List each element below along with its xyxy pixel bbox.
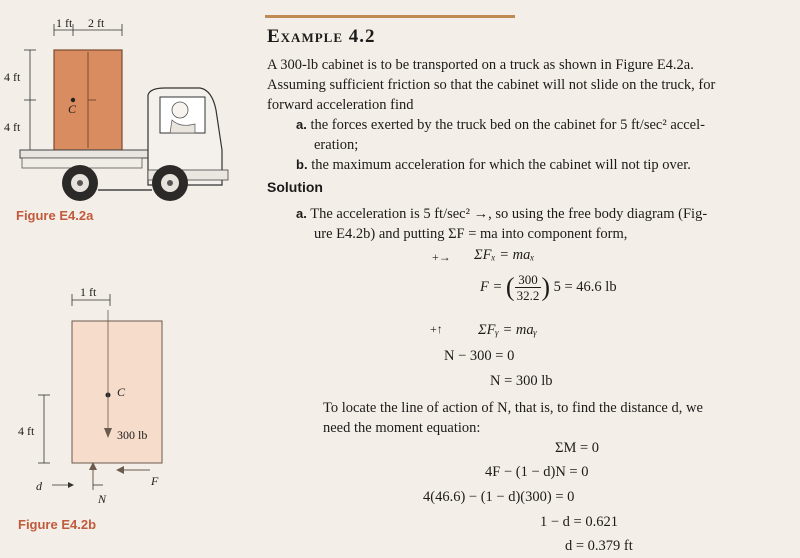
truck-illustration bbox=[0, 0, 260, 215]
fbd-label-c: C bbox=[117, 385, 126, 399]
item-a-marker: a. bbox=[296, 117, 307, 132]
fbd-label-d: d bbox=[36, 479, 42, 493]
intro-line: forward acceleration find bbox=[267, 97, 414, 113]
eq-m3: 4(46.6) − (1 − d)(300) = 0 bbox=[423, 489, 575, 505]
eq-m2: 4F − (1 − d)N = 0 bbox=[485, 464, 589, 480]
item-a bbox=[296, 115, 705, 155]
dim-4ft-bottom: 4 ft bbox=[4, 120, 21, 134]
fbd-label-f: F bbox=[151, 474, 159, 488]
eq-m5: d = 0.379 ft bbox=[565, 538, 633, 554]
eq-n1: N − 300 = 0 bbox=[444, 348, 515, 364]
fbd-dim-1ft: 1 ft bbox=[80, 285, 97, 299]
paren-open: ( bbox=[505, 272, 515, 302]
eq-fy: ΣFᵧ = maᵧ bbox=[478, 322, 537, 338]
sol-a-marker: a. bbox=[296, 206, 307, 221]
fbd-label-n: N bbox=[98, 492, 107, 506]
eq-f-lhs: F = bbox=[480, 278, 503, 295]
free-body-diagram bbox=[0, 280, 200, 510]
eq-f-den: 32.2 bbox=[516, 288, 540, 303]
example-title: Example 4.2 bbox=[267, 26, 376, 47]
eq-m1: ΣM = 0 bbox=[555, 440, 600, 456]
fbd-weight: 300 lb bbox=[117, 428, 148, 442]
eq-f-rhs: 5 = 46.6 lb bbox=[553, 278, 617, 295]
moment-text bbox=[323, 398, 703, 438]
moment-line: To locate the line of action of N, that is, to find the distance d, we bbox=[323, 400, 703, 416]
sign-x: +→ bbox=[432, 250, 451, 264]
eq-f bbox=[480, 272, 617, 303]
eq-n2: N = 300 lb bbox=[490, 373, 553, 389]
sign-y: +↑ bbox=[430, 322, 443, 336]
solution-a bbox=[296, 204, 707, 244]
sol-a-line: The acceleration is 5 ft/sec² →, so using the free body diagram (Fig- bbox=[310, 206, 708, 222]
item-a-line: the forces exerted by the truck bed on the cabinet for 5 ft/sec² accel- bbox=[310, 117, 705, 133]
eq-f-fraction bbox=[515, 272, 542, 303]
solution-heading: Solution bbox=[267, 179, 323, 195]
sol-a-line: ure E4.2b) and putting ΣF = ma into component form, bbox=[314, 226, 628, 242]
paren-close: ) bbox=[541, 272, 550, 302]
moment-line: need the moment equation: bbox=[323, 420, 481, 436]
dim-2ft: 2 ft bbox=[88, 16, 105, 30]
item-b-text: the maximum acceleration for which the cabinet will not tip over. bbox=[311, 157, 691, 173]
intro-line: Assuming sufficient friction so that the cabinet will not slide on the truck, for bbox=[267, 77, 716, 93]
dim-4ft-top: 4 ft bbox=[4, 70, 21, 84]
eq-fx: ΣFₓ = maₓ bbox=[474, 247, 535, 263]
problem-statement bbox=[267, 55, 715, 115]
item-b-marker: b. bbox=[296, 157, 308, 172]
fbd-dim-4ft: 4 ft bbox=[18, 424, 35, 438]
label-c: C bbox=[68, 102, 77, 116]
caption-e42b: Figure E4.2b bbox=[18, 517, 97, 532]
title-rule bbox=[265, 15, 515, 18]
intro-line: A 300-lb cabinet is to be transported on a truck as shown in Figure E4.2a. bbox=[267, 57, 694, 73]
dim-1ft: 1 ft bbox=[56, 16, 73, 30]
eq-m4: 1 − d = 0.621 bbox=[540, 514, 618, 530]
caption-e42a: Figure E4.2a bbox=[16, 208, 94, 223]
item-b bbox=[296, 155, 691, 175]
eq-f-num: 300 bbox=[515, 272, 542, 288]
item-a-line: eration; bbox=[314, 137, 359, 153]
